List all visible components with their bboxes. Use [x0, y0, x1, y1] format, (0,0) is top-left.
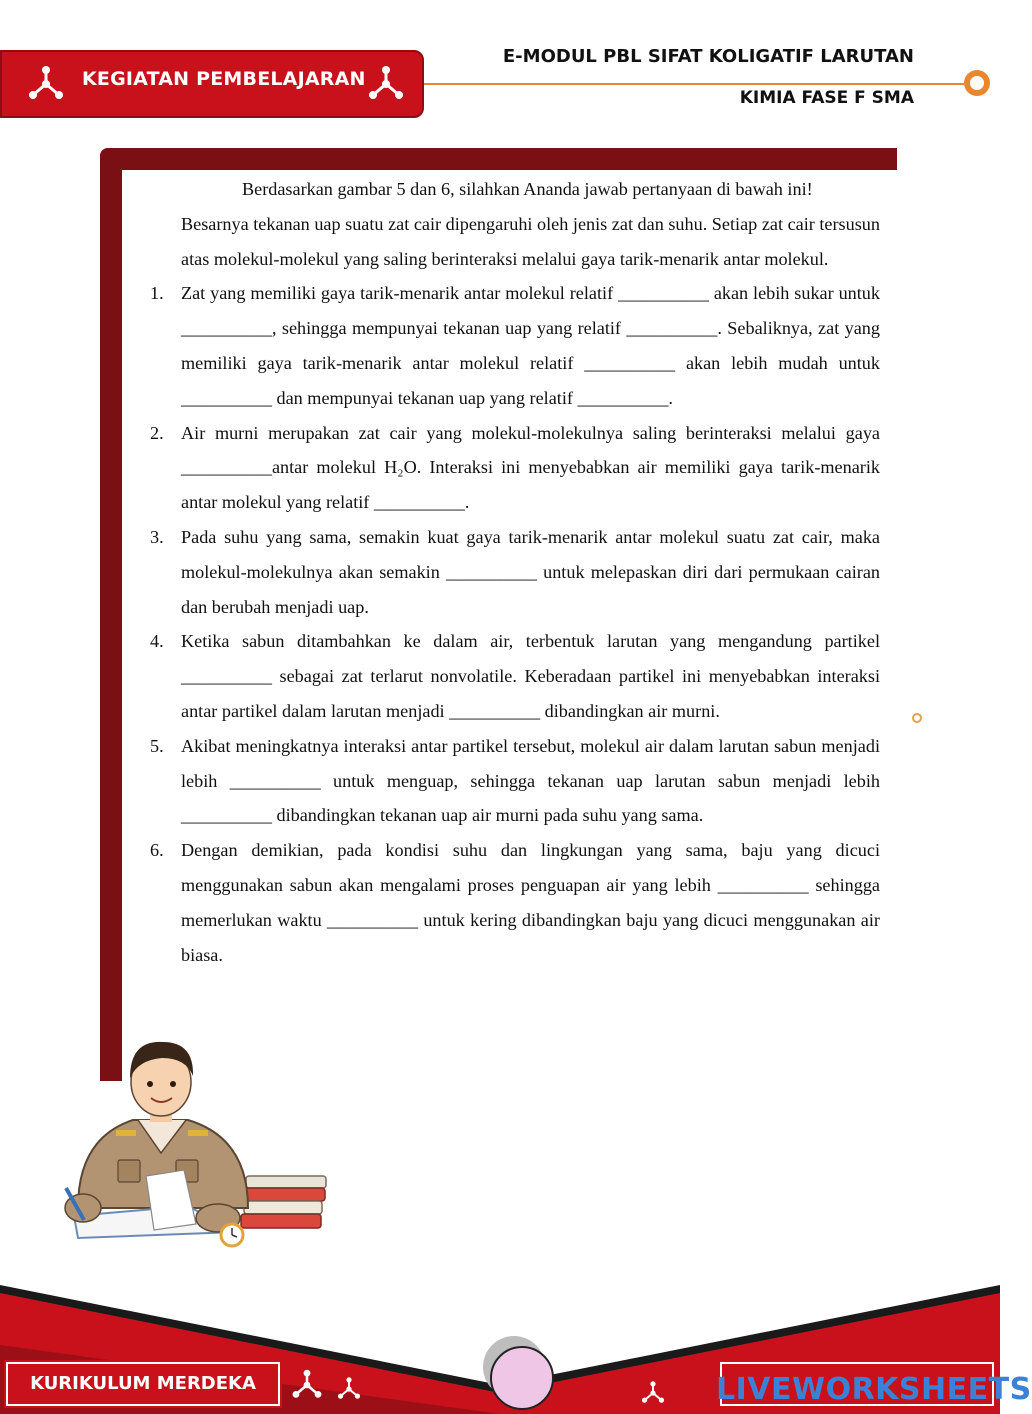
question-number: 5.: [150, 735, 164, 756]
question-number: 3.: [150, 526, 164, 547]
question-item: [150, 276, 880, 415]
intro-paragraph: Besarnya tekanan uap suatu zat cair dipengaruhi oleh jenis zat dan suhu. Setiap zat cair tersusun atas molekul-molekul yang saling berinteraksi melalui gaya tarik-menarik antar molekul.: [181, 213, 880, 269]
side-dot-ornament: [912, 713, 922, 723]
question-text: Dengan demikian, pada kondisi suhu dan lingkungan yang sama, baju yang dicuci menggunakan sabun akan mengalami proses penguapan air yang lebih __________ sehingga memerlukan waktu __________ untuk kering dibandingkan baju yang dicuci menggunakan air biasa.: [181, 840, 880, 965]
question-number: 2.: [150, 422, 164, 443]
section-badge: [0, 50, 424, 118]
question-text: Zat yang memiliki gaya tarik-menarik antar molekul relatif __________ akan lebih sukar untuk __________, sehingga mempunyai tekanan uap yang relatif __________. Sebaliknya, zat yang memiliki gaya tarik-menarik antar molekul relatif __________ akan lebih mudah untuk __________ dan mempunyai tekanan uap yang relatif __________.: [181, 283, 880, 408]
footer-label: KURIKULUM MERDEKA: [30, 1373, 256, 1394]
section-badge-label: KEGIATAN PEMBELAJARAN: [82, 68, 366, 90]
instruction-text: Berdasarkan gambar 5 dan 6, silahkan Ananda jawab pertanyaan di bawah ini!: [242, 179, 813, 199]
question-list: [150, 276, 880, 972]
question-item: [150, 520, 880, 624]
question-item: [150, 833, 880, 972]
question-text: Akibat meningkatnya interaksi antar partikel tersebut, molekul air dalam larutan sabun menjadi lebih __________ untuk menguap, sehingga tekanan uap larutan sabun menjadi lebih __________ dibandingkan tekanan uap air murni pada suhu yang sama.: [181, 735, 880, 826]
question-number: 6.: [150, 840, 164, 861]
intro-block: [150, 172, 880, 276]
module-subtitle: KIMIA FASE F SMA: [739, 88, 914, 108]
page-circle: [490, 1346, 554, 1410]
question-item: [150, 729, 880, 833]
molecule-icon: [366, 64, 406, 104]
question-number: 1.: [150, 283, 164, 304]
question-item: [150, 624, 880, 728]
question-text: Ketika sabun ditambahkan ke dalam air, terbentuk larutan yang mengandung partikel __________ sebagai zat terlarut nonvolatile. Keberadaan partikel ini menyebabkan interaksi antar partikel dalam larutan menjadi __________ dibandingkan air murni.: [181, 631, 880, 721]
footer-label-box: [6, 1362, 280, 1406]
module-title: E-MODUL PBL SIFAT KOLIGATIF LARUTAN: [502, 46, 914, 67]
question-text: Air murni merupakan zat cair yang molekul-molekulnya saling berinteraksi melalui gaya __________antar molekul H₂O. Interaksi ini menyebabkan air memiliki gaya tarik-menarik antar molekul yang relatif __________.: [181, 422, 880, 513]
molecule-icon: [26, 64, 66, 104]
molecule-icon: [640, 1380, 666, 1406]
teacher-illustration: [38, 1038, 338, 1253]
question-number: 4.: [150, 631, 164, 652]
liveworksheets-watermark: LIVEWORKSHEETS: [716, 1372, 1032, 1407]
molecule-icon: [290, 1368, 324, 1402]
question-item: [150, 416, 880, 520]
content-frame-left: [100, 148, 122, 1081]
question-text: Pada suhu yang sama, semakin kuat gaya tarik-menarik antar molekul suatu zat cair, maka molekul-molekulnya akan semakin __________ untuk melepaskan diri dari permukaan cairan dan berubah menjadi uap.: [181, 526, 880, 617]
molecule-icon: [336, 1376, 362, 1402]
content-body: [150, 172, 880, 972]
header-divider: [424, 83, 964, 85]
header-dot-ornament: [964, 70, 990, 96]
content-frame-top: [100, 148, 897, 170]
